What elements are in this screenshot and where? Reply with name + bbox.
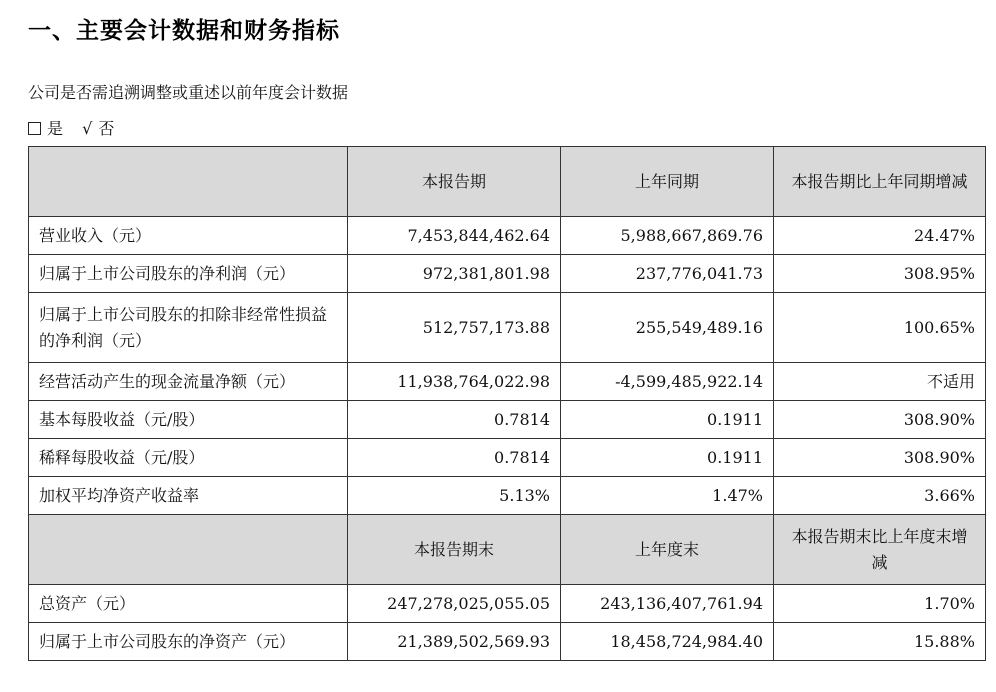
header-prior-year-end: 上年度末: [561, 515, 774, 585]
change-value: 100.65%: [774, 293, 986, 363]
restatement-answer: [28, 116, 120, 139]
table-row: [29, 217, 986, 255]
current-value: 7,453,844,462.64: [348, 217, 561, 255]
table-row: [29, 363, 986, 401]
prior-value: -4,599,485,922.14: [561, 363, 774, 401]
header-blank-cell: [29, 147, 348, 217]
current-value: 0.7814: [348, 401, 561, 439]
checkmark-icon: √: [82, 119, 93, 138]
prior-value: 237,776,041.73: [561, 255, 774, 293]
header-prior-period: 上年同期: [561, 147, 774, 217]
change-value: 1.70%: [774, 585, 986, 623]
current-value: 972,381,801.98: [348, 255, 561, 293]
financial-indicators-table: [28, 146, 986, 661]
row-label: 总资产（元）: [29, 585, 348, 623]
header-period-change: 本报告期比上年同期增减: [774, 147, 986, 217]
table-row: [29, 255, 986, 293]
answer-yes: 是: [47, 119, 64, 138]
prior-value: 1.47%: [561, 477, 774, 515]
change-value: 308.90%: [774, 401, 986, 439]
header-current-period: 本报告期: [348, 147, 561, 217]
table-header-row-period-end: [29, 515, 986, 585]
change-value: 3.66%: [774, 477, 986, 515]
current-value: 512,757,173.88: [348, 293, 561, 363]
prior-value: 255,549,489.16: [561, 293, 774, 363]
row-label: 基本每股收益（元/股）: [29, 401, 348, 439]
section-heading: 一、主要会计数据和财务指标: [28, 18, 340, 44]
change-value: 15.88%: [774, 623, 986, 661]
prior-value: 0.1911: [561, 439, 774, 477]
prior-value: 18,458,724,984.40: [561, 623, 774, 661]
prior-value: 5,988,667,869.76: [561, 217, 774, 255]
current-value: 11,938,764,022.98: [348, 363, 561, 401]
prior-value: 0.1911: [561, 401, 774, 439]
row-label: 加权平均净资产收益率: [29, 477, 348, 515]
row-label: 归属于上市公司股东的净利润（元）: [29, 255, 348, 293]
table-row: [29, 293, 986, 363]
checkbox-empty-icon: [28, 122, 41, 135]
current-value: 5.13%: [348, 477, 561, 515]
current-value: 0.7814: [348, 439, 561, 477]
header-current-period-end: 本报告期末: [348, 515, 561, 585]
answer-no: 否: [98, 119, 115, 138]
row-label: 稀释每股收益（元/股）: [29, 439, 348, 477]
change-value: 24.47%: [774, 217, 986, 255]
table-row: [29, 439, 986, 477]
header-year-end-change: 本报告期末比上年度末增减: [774, 515, 986, 585]
row-label: 归属于上市公司股东的净资产（元）: [29, 623, 348, 661]
current-value: 21,389,502,569.93: [348, 623, 561, 661]
header-blank-cell: [29, 515, 348, 585]
change-value: 不适用: [774, 363, 986, 401]
table-row: [29, 401, 986, 439]
restatement-question: 公司是否需追溯调整或重述以前年度会计数据: [28, 83, 349, 102]
change-value: 308.90%: [774, 439, 986, 477]
change-value: 308.95%: [774, 255, 986, 293]
row-label: 经营活动产生的现金流量净额（元）: [29, 363, 348, 401]
current-value: 247,278,025,055.05: [348, 585, 561, 623]
table-row: [29, 623, 986, 661]
table-row: [29, 585, 986, 623]
prior-value: 243,136,407,761.94: [561, 585, 774, 623]
table-row: [29, 477, 986, 515]
row-label: 营业收入（元）: [29, 217, 348, 255]
row-label: 归属于上市公司股东的扣除非经常性损益的净利润（元）: [29, 293, 348, 363]
table-header-row: [29, 147, 986, 217]
